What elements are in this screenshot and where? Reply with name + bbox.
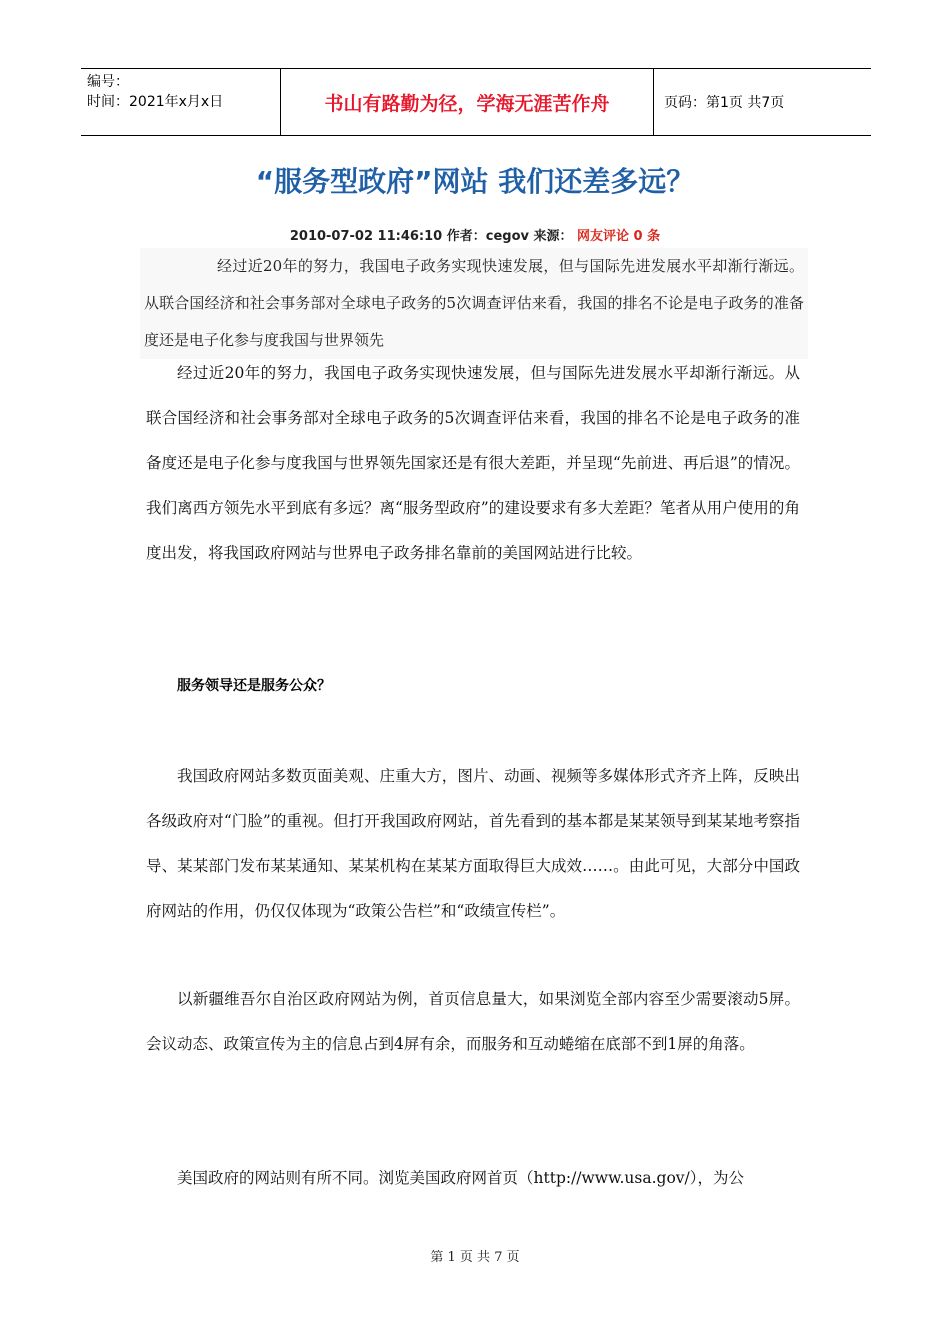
article-title: “服务型政府”网站 我们还差多远？: [255, 165, 695, 198]
paragraph-block-2: [146, 754, 800, 934]
document-header: [81, 68, 871, 136]
header-page-label: 页码：第1页 共7页: [664, 95, 785, 111]
article-summary: [140, 248, 808, 359]
page-footer: 第 1 页 共 7 页: [430, 1250, 520, 1265]
paragraph-2: 我国政府网站多数页面美观、庄重大方，图片、动画、视频等多媒体形式齐齐上阵，反映出各级政府对“门脸”的重视。但打开我国政府网站，首先看到的基本都是某某领导到某某地考察指导、某某部门发布某某通知、某某机构在某某方面取得巨大成效……。由此可见，大部分中国政府网站的作用，仍仅仅体现为“政策公告栏”和“政绩宣传栏”。: [146, 767, 800, 920]
meta-info: 2010-07-02 11:46:10 作者：cegov 来源：: [289, 229, 573, 244]
header-motto: 书山有路勤为径，学海无涯苦作舟: [281, 69, 654, 135]
number-label: 编号：: [87, 74, 129, 90]
summary-text: 经过近20年的努力，我国电子政务实现快速发展，但与国际先进发展水平却渐行渐远。从联合国经济和社会事务部对全球电子政务的5次调查评估来看，我国的排名不论是电子政务的准备度还是电子化参与度我国与世界领先: [144, 257, 804, 349]
paragraph-block-3: [146, 977, 800, 1067]
article-meta: [0, 225, 950, 244]
header-info-cell: [81, 69, 281, 135]
paragraph-4: 美国政府的网站则有所不同。浏览美国政府网首页（http://www.usa.gov/），为公: [177, 1169, 745, 1187]
paragraph-block-4: [146, 1156, 800, 1201]
paragraph-1: 经过近20年的努力，我国电子政务实现快速发展，但与国际先进发展水平却渐行渐远。从联合国经济和社会事务部对全球电子政务的5次调查评估来看，我国的排名不论是电子政务的准备度还是电子化参与度我国与世界领先国家还是有很大差距，并呈现“先前进、再后退”的情况。我们离西方领先水平到底有多远？离“服务型政府”的建设要求有多大差距？笔者从用户使用的角度出发，将我国政府网站与世界电子政务排名靠前的美国网站进行比较。: [146, 364, 800, 562]
date-label: 时间：2021年x月x日: [87, 94, 224, 110]
paragraph-3: 以新疆维吾尔自治区政府网站为例，首页信息量大，如果浏览全部内容至少需要滚动5屏。会议动态、政策宣传为主的信息占到4屏有余，而服务和互动蜷缩在底部不到1屏的角落。: [146, 990, 800, 1053]
paragraph-block-1: [146, 351, 800, 576]
comments-link[interactable]: 网友评论 0 条: [577, 229, 661, 244]
section-subheading: 服务领导还是服务公众？: [177, 678, 331, 694]
